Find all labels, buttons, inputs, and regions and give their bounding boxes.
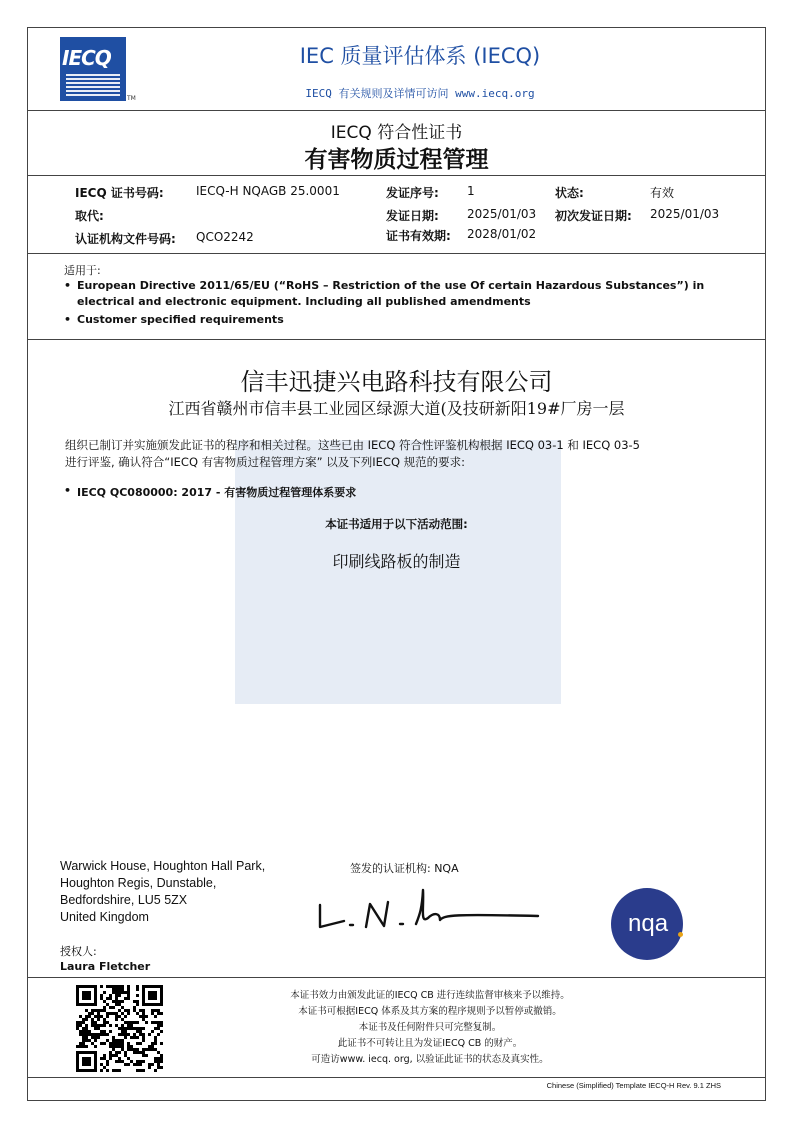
scope-title: 本证书适用于以下活动范围:	[325, 517, 468, 531]
standard-requirement: IECQ QC080000: 2017 - 有害物质过程管理体系要求	[77, 486, 357, 499]
divider	[28, 1077, 765, 1078]
certificate-notes	[230, 988, 630, 1068]
cb-ref-label: 认证机构文件号码:	[75, 232, 176, 246]
address-line: Houghton Regis, Dunstable,	[60, 876, 217, 890]
issue-date-label: 发证日期:	[386, 209, 439, 223]
note-line: 本证书及任何附件只可完整复制。	[358, 1022, 502, 1033]
assessment-text	[65, 437, 735, 471]
company-address: 江西省赣州市信丰县工业园区绿源大道(及技研新阳19#厂房一层	[168, 399, 625, 418]
divider	[28, 175, 765, 176]
issue-date-value: 2025/01/03	[467, 207, 537, 221]
cert-no-value: IECQ-H NQAGB 25.0001	[196, 184, 340, 198]
applicable-item-1-line-2: electrical and electronic equipment. Including all published amendments	[77, 295, 531, 308]
divider	[28, 110, 765, 111]
bullet: •	[64, 484, 72, 497]
bullet: •	[64, 279, 72, 292]
trademark-mark: TM	[127, 95, 136, 102]
applicable-item-1-line-1: European Directive 2011/65/EU (“RoHS – Restriction of the use Of certain Hazardous Substances”) in	[77, 279, 705, 292]
divider	[28, 339, 765, 340]
applicable-item-2: Customer specified requirements	[77, 313, 284, 326]
authorized-label: 授权人:	[60, 945, 97, 958]
expiry-label: 证书有效期:	[386, 229, 451, 243]
status-label: 状态:	[555, 186, 584, 200]
bullet: •	[64, 313, 72, 326]
nqa-logo-text: nqa	[628, 910, 669, 937]
iecq-watermark	[235, 440, 561, 704]
cb-ref-value: QCO2242	[196, 230, 254, 244]
divider	[28, 253, 765, 254]
assessment-line-2: 进行评鉴, 确认符合“IECQ 有害物质过程管理方案” 以及下列IECQ 规范的要求:	[65, 455, 466, 469]
nqa-logo-dot	[678, 932, 683, 937]
first-issue-label: 初次发证日期:	[555, 209, 632, 223]
scope-text: 印刷线路板的制造	[332, 552, 461, 571]
issue-no-value: 1	[467, 184, 475, 198]
signature	[312, 880, 552, 940]
certificate-title: IECQ 符合性证书	[330, 123, 463, 143]
divider	[28, 977, 765, 978]
status-value: 有效	[650, 186, 675, 200]
note-line: 可造访www. iecq. org, 以验证此证书的状态及真实性。	[311, 1054, 549, 1065]
company-name: 信丰迅捷兴电路科技有限公司	[240, 368, 553, 396]
note-line: 本证书可根据IECQ 体系及其方案的程序规则予以暂停或撤销。	[298, 1006, 562, 1017]
issue-no-label: 发证序号:	[386, 186, 439, 200]
note-line: 此证书不可转让且为发证IECQ CB 的财产。	[337, 1038, 523, 1049]
applicable-heading: 适用于:	[64, 264, 101, 277]
certificate-subtitle: 有害物质过程管理	[304, 147, 489, 173]
address-line: United Kingdom	[60, 910, 149, 924]
authorized-name: Laura Fletcher	[60, 960, 151, 973]
cb-address	[60, 858, 265, 926]
cert-no-label: IECQ 证书号码:	[75, 186, 164, 200]
iecq-logo-text: IECQ	[62, 46, 111, 70]
note-line: 本证书效力由颁发此证的IECQ CB 进行连续监督审核来予以维持。	[290, 990, 570, 1001]
header-subtitle: IECQ 有关规则及详情可访问 www.iecq.org	[305, 87, 535, 100]
address-line: Warwick House, Houghton Hall Park,	[60, 859, 266, 873]
iecq-logo-stripes	[66, 74, 120, 96]
qr-code-icon[interactable]	[76, 985, 163, 1072]
expiry-value: 2028/01/02	[467, 227, 537, 241]
address-line: Bedfordshire, LU5 5ZX	[60, 893, 188, 907]
issuing-body: 签发的认证机构: NQA	[350, 862, 459, 875]
header-title: IEC 质量评估体系 (IECQ)	[299, 44, 541, 68]
first-issue-value: 2025/01/03	[650, 207, 720, 221]
assessment-line-1: 组织已制订并实施颁发此证书的程序和相关过程。这些已由 IECQ 符合性评鉴机构根据 IECQ 03-1 和 IECQ 03-5	[65, 438, 641, 452]
replaces-label: 取代:	[75, 209, 104, 223]
template-reference: Chinese (Simplified) Template IECQ-H Rev. 9.1 ZHS	[546, 1081, 721, 1090]
